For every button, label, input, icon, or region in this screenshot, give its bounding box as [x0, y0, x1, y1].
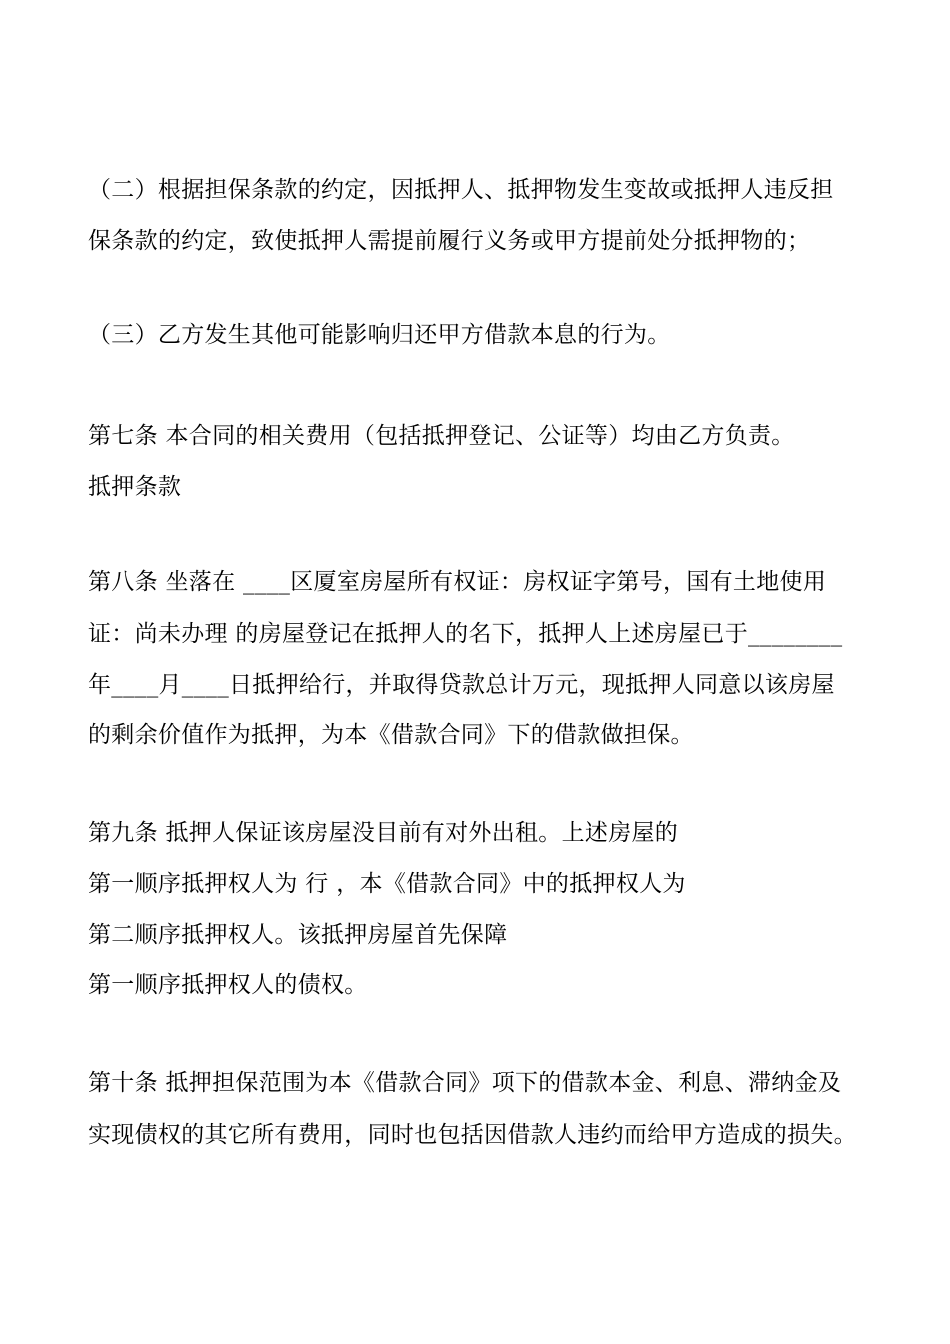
- article-8-line-4: 的剩余价值作为抵押，为本《借款合同》下的借款做担保。: [88, 722, 694, 748]
- article-8-line-1: 第八条 坐落在 ____区厦室房屋所有权证：房权证字第号，国有土地使用: [88, 569, 827, 595]
- article-9-line-1: 第九条 抵押人保证该房屋没目前有对外出租。上述房屋的: [88, 820, 679, 846]
- article-10-line-2: 实现债权的其它所有费用，同时也包括因借款人违约而给甲方造成的损失。: [88, 1122, 857, 1148]
- clause-item-2-line-2: 保条款的约定，致使抵押人需提前履行义务或甲方提前处分抵押物的；: [88, 228, 811, 254]
- clause-item-2-line-1: （二）根据担保条款的约定，因抵押人、抵押物发生变故或抵押人违反担: [88, 177, 834, 203]
- article-8-line-2: 证：尚未办理 的房屋登记在抵押人的名下，抵押人上述房屋已于________: [88, 621, 843, 647]
- article-7: 第七条 本合同的相关费用（包括抵押登记、公证等）均由乙方负责。: [88, 423, 795, 449]
- clause-item-3: （三）乙方发生其他可能影响归还甲方借款本息的行为。: [88, 322, 671, 348]
- article-9-line-3: 第二顺序抵押权人。该抵押房屋首先保障: [88, 922, 508, 948]
- article-8-line-3: 年____月____日抵押给行，并取得贷款总计万元，现抵押人同意以该房屋: [88, 672, 835, 698]
- article-9-line-2: 第一顺序抵押权人为 行 ，本《借款合同》中的抵押权人为: [88, 871, 686, 897]
- article-9-line-4: 第一顺序抵押权人的债权。: [88, 972, 368, 998]
- article-10-line-1: 第十条 抵押担保范围为本《借款合同》项下的借款本金、利息、滞纳金及: [88, 1070, 842, 1096]
- section-heading: 抵押条款: [88, 474, 182, 500]
